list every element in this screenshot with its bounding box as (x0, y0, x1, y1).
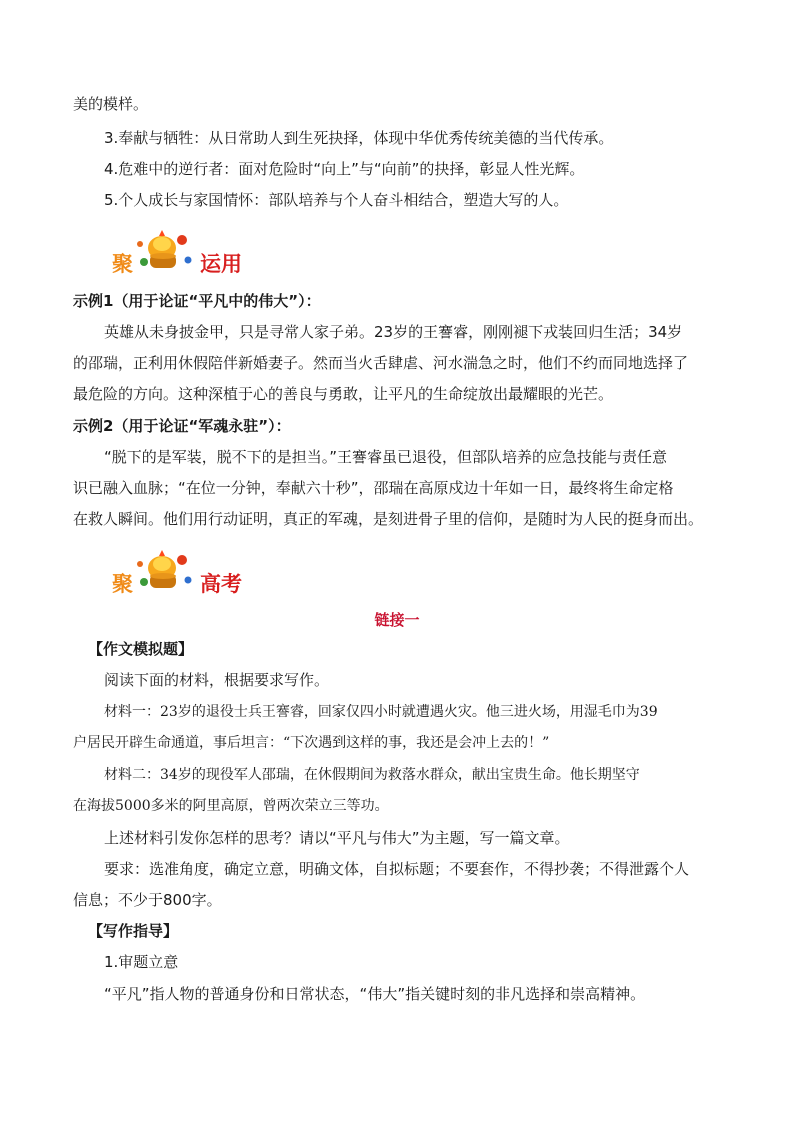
example-2-line: “脱下的是军装，脱不下的是担当。”王謇睿虽已退役，但部队培养的应急技能与责任意 (104, 448, 668, 466)
section-ju-char: 聚 (112, 252, 133, 276)
treasure-pot-icon (132, 226, 200, 278)
requirements-line: 要求：选准角度，确定立意，明确文体，自拟标题；不要套作，不得抄袭；不得泄露个人 (104, 860, 690, 878)
mock-question-heading: 【作文模拟题】 (88, 640, 194, 658)
read-instruction: 阅读下面的材料，根据要求写作。 (104, 671, 330, 689)
example-1-line: 最危险的方向。这种深植于心的善良与勇敢，让平凡的生命绽放出最耀眼的光芒。 (73, 385, 614, 403)
example-2-line: 在救人瞬间。他们用行动证明，真正的军魂，是刻进骨子里的信仰，是随时为人民的挺身而出。 (73, 510, 704, 528)
step-1-heading: 1.审题立意 (104, 953, 179, 971)
point-5: 5.个人成长与家国情怀：部队培养与个人奋斗相结合，塑造大写的人。 (104, 191, 569, 209)
material-2-line: 在海拔5000多米的阿里高原，曾两次荣立三等功。 (73, 798, 389, 814)
treasure-pot-icon (132, 546, 200, 598)
example-1-line: 的邵瑞，正利用休假陪伴新婚妻子。然而当火舌肆虐、河水湍急之时，他们不约而同地选择了 (73, 354, 689, 372)
example-1-heading: 示例1（用于论证“平凡中的伟大”）： (73, 292, 321, 310)
requirements-line: 信息；不少于800字。 (73, 891, 222, 909)
material-2-line: 材料二：34岁的现役军人邵瑞，在休假期间为救落水群众，献出宝贵生命。他长期坚守 (104, 767, 640, 783)
section-header-yunyong (106, 226, 306, 286)
section-header-gaokao (106, 546, 306, 606)
point-4: 4.危难中的逆行者：面对危险时“向上”与“向前”的抉择，彰显人性光辉。 (104, 160, 585, 178)
intro-continuation: 美的模样。 (73, 95, 149, 113)
example-2-line: 识已融入血脉；“在位一分钟，奉献六十秒”，邵瑞在高原戍边十年如一日，最终将生命定格 (73, 479, 674, 497)
material-1-line: 材料一：23岁的退役士兵王謇睿，回家仅四小时就遭遇火灾。他三进火场，用湿毛巾为39 (104, 704, 658, 720)
question-prompt: 上述材料引发你怎样的思考？请以“平凡与伟大”为主题，写一篇文章。 (104, 829, 570, 847)
example-2-heading: 示例2（用于论证“军魂永驻”）： (73, 417, 291, 435)
writing-guide-heading: 【写作指导】 (88, 922, 179, 940)
link-title: 链接一 (374, 611, 420, 629)
section-ju-char: 聚 (112, 572, 133, 596)
point-3: 3.奉献与牺牲：从日常助人到生死抉择，体现中华优秀传统美德的当代传承。 (104, 129, 614, 147)
step-1-text: “平凡”指人物的普通身份和日常状态，“伟大”指关键时刻的非凡选择和崇高精神。 (104, 985, 646, 1003)
example-1-line: 英雄从未身披金甲，只是寻常人家子弟。23岁的王謇睿，刚刚褪下戎装回归生活；34岁 (104, 323, 683, 341)
section-title: 高考 (200, 572, 242, 596)
material-1-line: 户居民开辟生命通道，事后坦言：“下次遇到这样的事，我还是会冲上去的！” (73, 735, 550, 751)
section-title: 运用 (200, 252, 242, 276)
